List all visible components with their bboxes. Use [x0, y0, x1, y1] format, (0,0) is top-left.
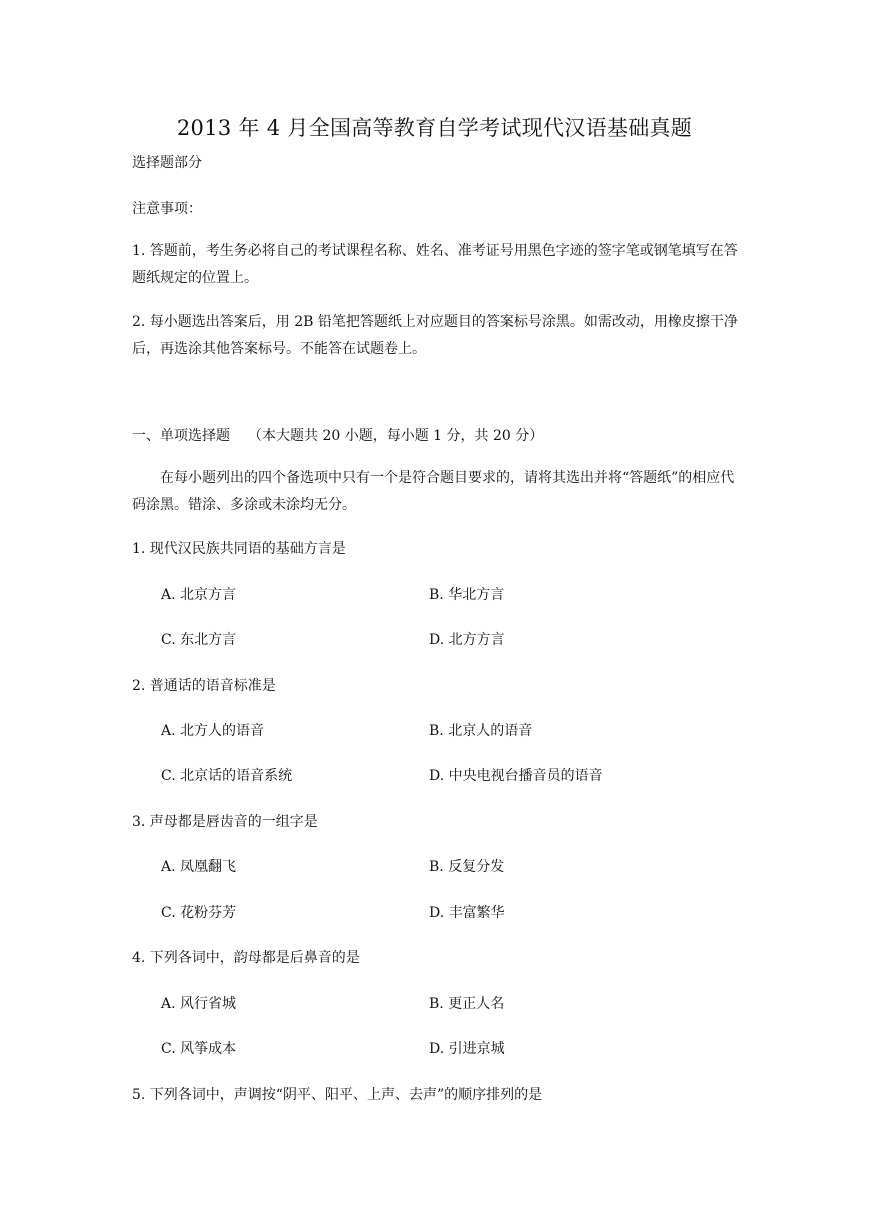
question-option: D. 丰富繁华 [429, 905, 505, 921]
question-option: C. 风筝成本 [161, 1041, 237, 1057]
question-option: B. 华北方言 [429, 587, 505, 603]
question-option: A. 风行省城 [161, 996, 237, 1012]
section-heading: 一、单项选择题 [132, 428, 230, 444]
question-stem: 1. 现代汉民族共同语的基础方言是 [132, 541, 346, 557]
page-title: 2013 年 4 月全国高等教育自学考试现代汉语基础真题 [176, 116, 693, 140]
section-heading-row [132, 426, 543, 446]
question-option: D. 引进京城 [429, 1041, 505, 1057]
question-stem: 5. 下列各词中，声调按“阴平、阳平、上声、去声”的顺序排列的是 [132, 1087, 543, 1103]
part-label: 选择题部分 [132, 155, 202, 171]
question-stem: 4. 下列各词中，韵母都是后鼻音的是 [132, 950, 360, 966]
question-option: C. 北京话的语音系统 [161, 768, 293, 784]
notice-heading: 注意事项： [132, 201, 202, 217]
question-option: B. 更正人名 [429, 996, 505, 1012]
section-instructions: 在每小题列出的四个备选项中只有一个是符合题目要求的，请将其选出并将“答题纸”的相应代码涂黑。错涂、多涂或未涂均无分。 [132, 470, 735, 513]
question-option: D. 中央电视台播音员的语音 [429, 768, 603, 784]
question-option: A. 凤凰翻飞 [161, 859, 237, 875]
question-option: B. 北京人的语音 [429, 723, 533, 739]
question-option: A. 北方人的语音 [161, 723, 265, 739]
question-option: A. 北京方言 [161, 587, 237, 603]
question-stem: 3. 声母都是唇齿音的一组字是 [132, 814, 318, 830]
question-option: D. 北方方言 [429, 632, 505, 648]
notice-item-1: 1. 答题前，考生务必将自己的考试课程名称、姓名、准考证号用黑色字迹的签字笔或钢笔填写在答题纸规定的位置上。 [132, 243, 738, 286]
question-option: B. 反复分发 [429, 859, 505, 875]
section-note: （本大题共 20 小题，每小题 1 分，共 20 分） [248, 428, 544, 444]
question-option: C. 花粉芬芳 [161, 905, 237, 921]
question-option: C. 东北方言 [161, 632, 237, 648]
question-stem: 2. 普通话的语音标准是 [132, 678, 276, 694]
notice-item-2: 2. 每小题选出答案后，用 2B 铅笔把答题纸上对应题目的答案标号涂黑。如需改动，用橡皮擦干净后，再选涂其他答案标号。不能答在试题卷上。 [132, 314, 738, 357]
